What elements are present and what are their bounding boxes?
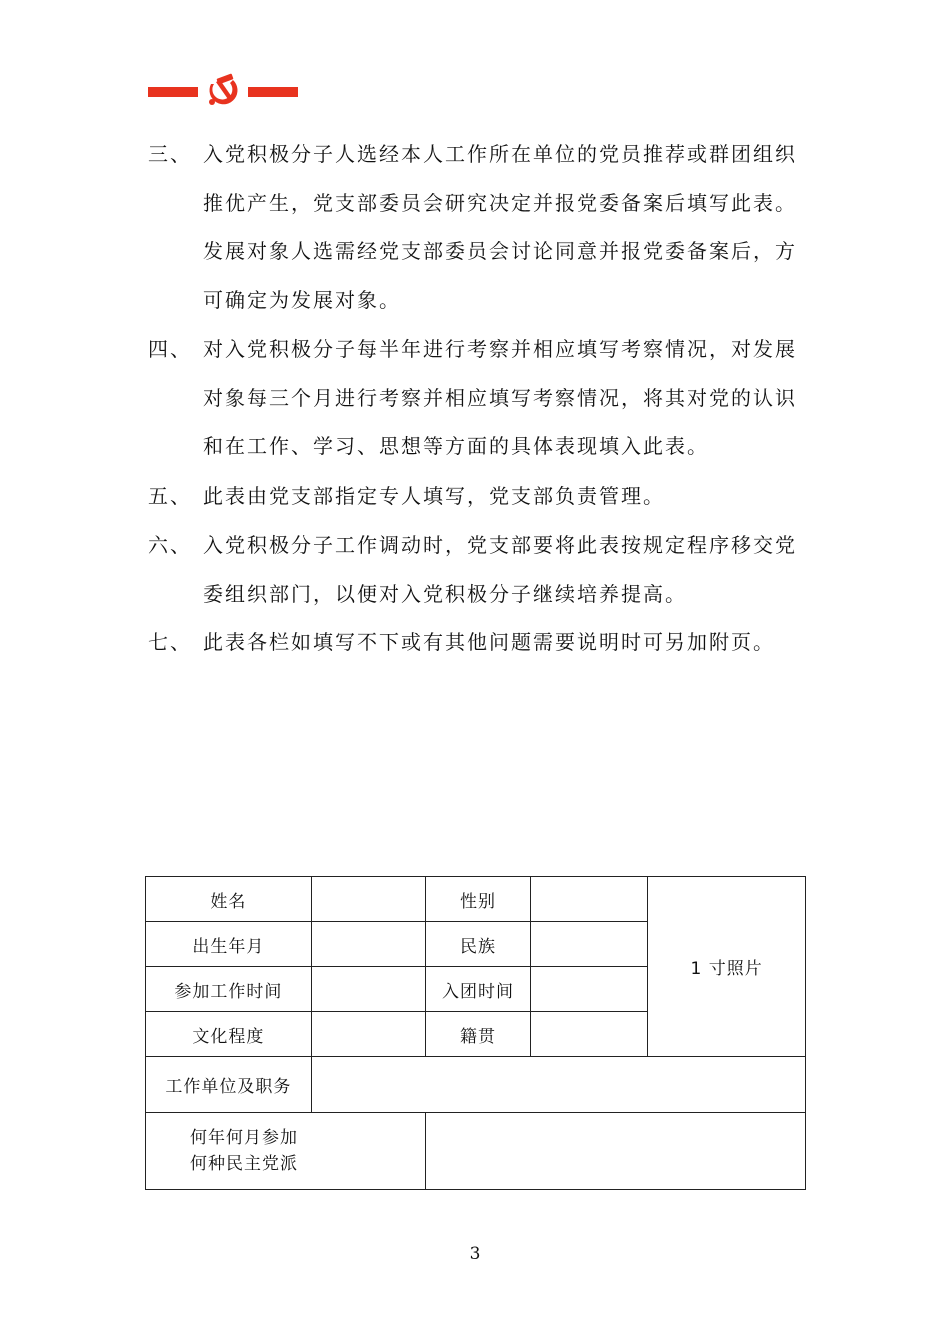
instruction-line: 对入党积极分子每半年进行考察并相应填写考察情况，对发展	[203, 337, 797, 361]
instruction-line: 入党积极分子人选经本人工作所在单位的党员推荐或群团组织	[203, 142, 797, 166]
democratic-party-label-line1: 何年何月参加	[190, 1128, 298, 1148]
instruction-number: 七、	[148, 630, 192, 654]
ethnicity-field[interactable]	[531, 922, 648, 967]
instruction-line: 入党积极分子工作调动时，党支部要将此表按规定程序移交党	[203, 533, 797, 557]
photo-box[interactable]: 1 寸照片	[648, 877, 806, 1057]
instruction-line: 发展对象人选需经党支部委员会讨论同意并报党委备案后，方	[203, 239, 797, 264]
education-field[interactable]	[311, 1012, 425, 1057]
native-place-field[interactable]	[531, 1012, 648, 1057]
applicant-info-table	[145, 876, 806, 1190]
gender-field[interactable]	[531, 877, 648, 922]
instruction-number: 五、	[148, 484, 192, 508]
democratic-party-label	[146, 1113, 426, 1190]
league-join-label: 入团时间	[425, 967, 531, 1012]
name-label: 姓名	[146, 877, 312, 922]
instruction-line: 和在工作、学习、思想等方面的具体表现填入此表。	[203, 434, 709, 459]
red-bar-right	[248, 87, 298, 97]
instruction-line: 委组织部门，以便对入党积极分子继续培养提高。	[203, 581, 687, 606]
birth-label: 出生年月	[146, 922, 312, 967]
red-bar-left	[148, 87, 198, 97]
league-join-field[interactable]	[531, 967, 648, 1012]
work-unit-field[interactable]	[311, 1057, 805, 1113]
instruction-line: 推优产生，党支部委员会研究决定并报党委备案后填写此表。	[203, 190, 797, 215]
ethnicity-label: 民族	[425, 922, 531, 967]
instruction-number: 四、	[148, 337, 192, 361]
instruction-line: 可确定为发展对象。	[203, 288, 401, 313]
instruction-line: 此表各栏如填写不下或有其他问题需要说明时可另加附页。	[203, 630, 775, 654]
instruction-number: 三、	[148, 142, 192, 166]
hammer-sickle-icon	[203, 70, 243, 110]
gender-label: 性别	[425, 877, 531, 922]
instruction-number: 六、	[148, 533, 192, 557]
page-number: 3	[469, 1244, 481, 1264]
native-place-label: 籍贯	[425, 1012, 531, 1057]
education-label: 文化程度	[146, 1012, 312, 1057]
name-field[interactable]	[311, 877, 425, 922]
work-start-label: 参加工作时间	[146, 967, 312, 1012]
instruction-line: 此表由党支部指定专人填写，党支部负责管理。	[203, 484, 665, 508]
democratic-party-field[interactable]	[425, 1113, 805, 1190]
work-start-field[interactable]	[311, 967, 425, 1012]
democratic-party-label-line2: 何种民主党派	[190, 1154, 298, 1174]
birth-field[interactable]	[311, 922, 425, 967]
instruction-line: 对象每三个月进行考察并相应填写考察情况，将其对党的认识	[203, 385, 797, 410]
work-unit-label: 工作单位及职务	[146, 1057, 312, 1113]
